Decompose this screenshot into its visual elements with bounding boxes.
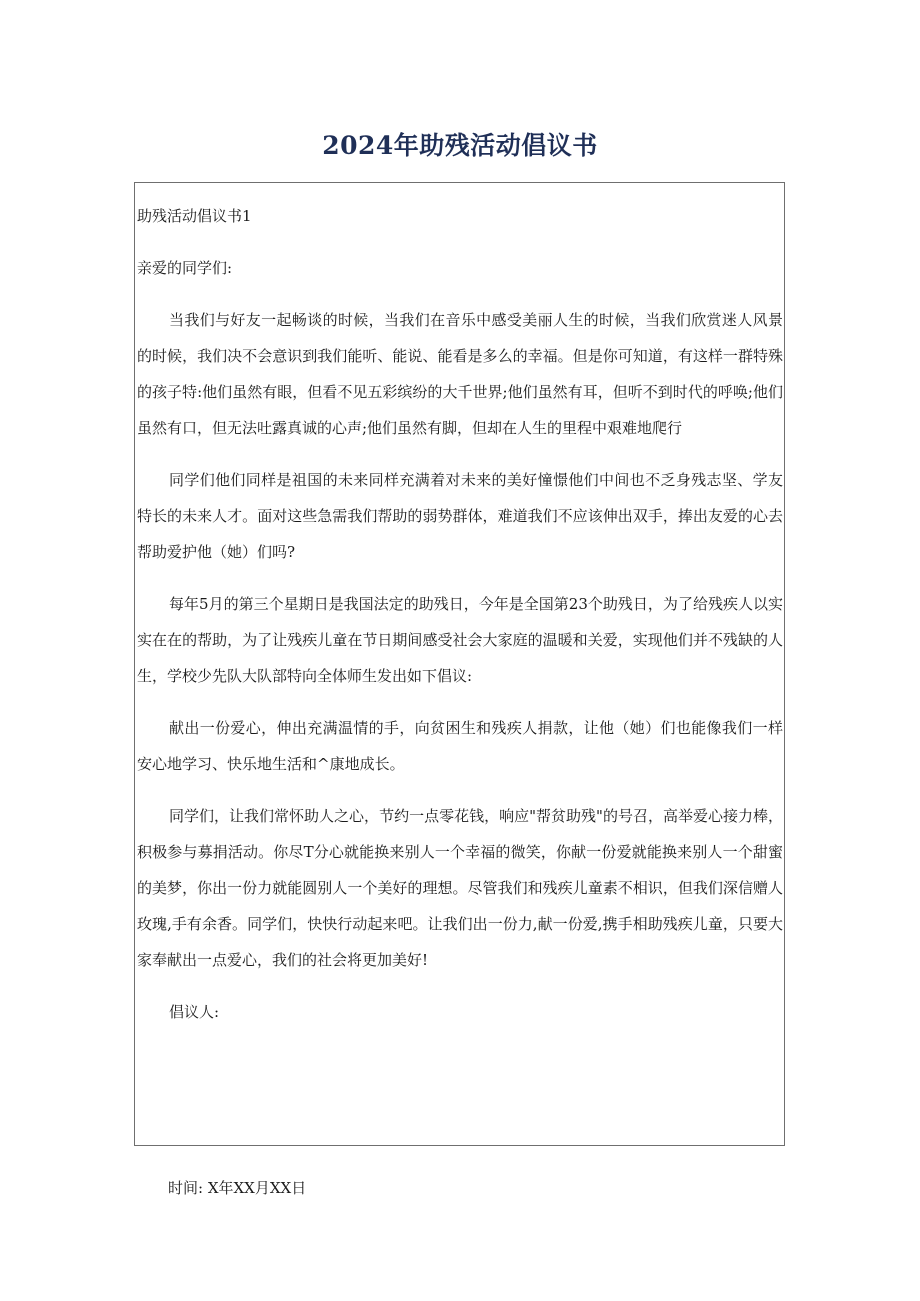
salutation: 亲爱的同学们: xyxy=(137,259,233,277)
body-paragraph-5: 同学们，让我们常怀助人之心，节约一点零花钱，响应"帮贫助残"的号召，高举爱心接力棒，积极参与募捐活动。你尽T分心就能换来别人一个幸福的微笑，你献一份爱就能换来别人一个甜蜜的美梦，你出一份力就能圆别人一个美好的理想。尽管我们和残疾儿童素不相识，但我们深信赠人玫瑰,手有余香。同学们，快快行动起来吧。让我们出一份力,献一份爱,携手相助残疾儿童，只要大家奉献出一点爱心，我们的社会将更加美好! xyxy=(137,807,783,969)
document-title: 2024年助残活动倡议书 xyxy=(322,131,598,160)
signatory-label: 倡议人: xyxy=(169,1003,220,1021)
body-paragraph-3: 每年5月的第三个星期日是我国法定的助残日，今年是全国第23个助残日，为了给残疾人以实实在在的帮助，为了让残疾儿童在节日期间感受社会大家庭的温暖和关爱，实现他们并不残缺的人生，学校少先队大队部特向全体师生发出如下倡议: xyxy=(137,595,783,685)
document-body xyxy=(137,198,783,1046)
section-heading: 助残活动倡议书1 xyxy=(137,207,252,225)
date-line: 时间: X年XX月XX日 xyxy=(168,1179,307,1197)
body-paragraph-2: 同学们他们同样是祖国的未来同样充满着对未来的美好憧憬他们中间也不乏身残志坚、学友特长的未来人才。面对这些急需我们帮助的弱势群体，难道我们不应该伸出双手，捧出友爱的心去帮助爱护他（她）们吗? xyxy=(137,471,783,561)
body-paragraph-1: 当我们与好友一起畅谈的时候，当我们在音乐中感受美丽人生的时候，当我们欣赏迷人风景的时候，我们决不会意识到我们能听、能说、能看是多么的幸福。但是你可知道，有这样一群特殊的孩子特:他们虽然有眼，但看不见五彩缤纷的大千世界;他们虽然有耳，但听不到时代的呼唤;他们虽然有口，但无法吐露真诚的心声;他们虽然有脚，但却在人生的里程中艰难地爬行 xyxy=(137,311,783,437)
body-paragraph-4: 献出一份爱心，伸出充满温情的手，向贫困生和残疾人捐款，让他（她）们也能像我们一样安心地学习、快乐地生活和^康地成长。 xyxy=(137,719,783,773)
